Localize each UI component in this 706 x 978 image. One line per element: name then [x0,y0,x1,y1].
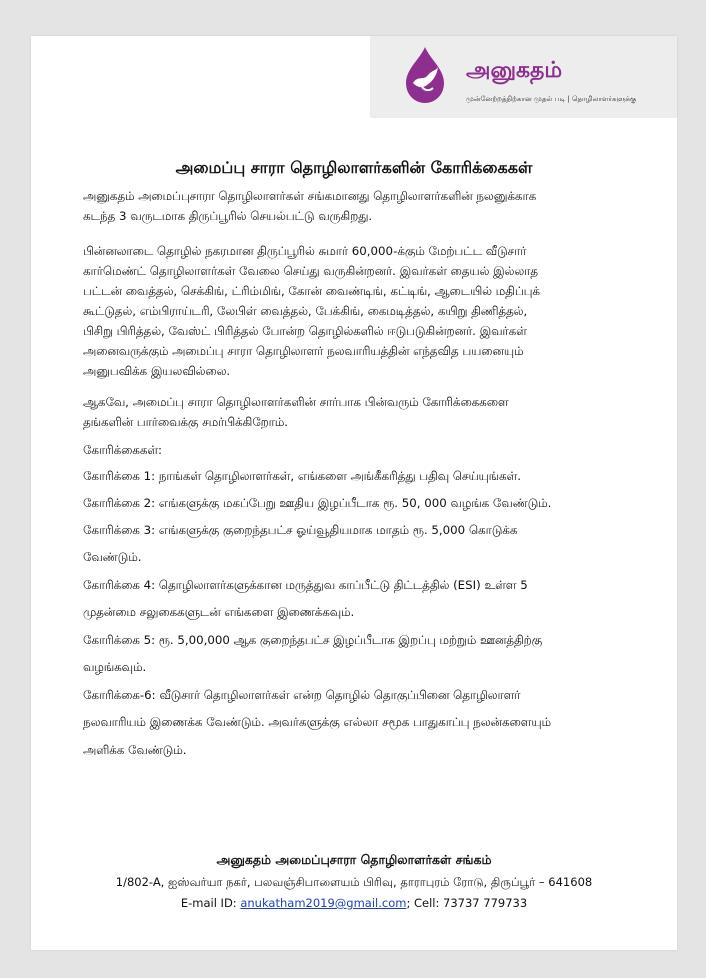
demand-line: வேண்டும். [83,550,142,564]
address: 1/802-A, ஐஸ்வர்யா நகர், பலவஞ்சிபாளையம் பிரிவு, தாராபுரம் ரோடு, திருப்பூர் – 641608 [115,875,593,889]
email-link[interactable]: anukatham2019@gmail.com [240,896,407,910]
demand-line: முதன்மை சலுகைகளுடன் எங்களை இணைக்கவும். [83,605,355,619]
logo-tagline: முன்னேற்றத்திற்கான முதல் படி | தொழிலாளர்களுக்கு [466,95,637,103]
cell-number: ; Cell: 73737 779733 [406,896,528,910]
email-label: E-mail ID: [180,896,241,910]
page-title: அமைப்பு சாரா தொழிலாளர்களின் கோரிக்கைகள் [175,158,533,177]
demand-line: கோரிக்கை-6: வீடுசார் தொழிலாளர்கள் என்ற தொழில் தொகுப்பினை தொழிலாளர் [83,688,521,702]
demand-line: அளிக்க வேண்டும். [83,743,187,757]
logo-title: அனுகதம் [466,58,563,83]
demand-line: வழங்கவும். [83,660,147,674]
organization-name: அனுகதம் அமைப்புசாரா தொழிலாளர்கள் சங்கம் [216,852,492,867]
workers-paragraph: பின்னலாடை தொழில் நகரமான திருப்பூரில் சுமார் 60,000-க்கும் மேற்பட்ட வீடுசார் கார்மெண்ட் தொழிலாளர்கள் வேலை செய்து வருகின்றனர். இவர்கள் தையல் இல்லாத பட்டன் வைத்தல், செக்கிங், ட்ரிம்மிங், கோன் வைண்டிங், கட்டிங், ஆடையில் மதிப்புக் கூட்டுதல், எம்பிராய்டரி, லேபிள் வைத்தல், பேக்கிங், கைமடித்தல், கயிறு திணித்தல், பிசிறு பிரித்தல், வேஸ்ட் பிரித்தல் போன்ற தொழில்களில் ஈடுபடுகின்றனர். இவர்கள் அனைவருக்கும் அமைப்பு சாரா தொழிலாளர் நலவாரியத்தின் எந்தவித பயனையும் அனுபவிக்க இயலவில்லை. [83,244,540,378]
demand-line: கோரிக்கை 2: எங்களுக்கு மகப்பேறு ஊதிய இழப்பீடாக ரூ. 50, 000 வழங்க வேண்டும். [83,496,552,510]
document-page [31,36,677,950]
demand-line: நலவாரியம் இணைக்க வேண்டும். அவர்களுக்கு எல்லா சமூக பாதுகாப்பு நலன்களையும் [83,715,551,729]
demand-line: கோரிக்கை 4: தொழிலாளர்களுக்கான மருத்துவ காப்பீட்டு திட்டத்தில் (ESI) உள்ள 5 [83,578,528,592]
logo-banner [370,36,677,118]
demand-line: கோரிக்கை 3: எங்களுக்கு குறைந்தபட்ச ஓய்வூதியமாக மாதம் ரூ. 5,000 கொடுக்க [83,523,518,537]
intro-paragraph: அனுகதம் அமைப்புசாரா தொழிலாளர்கள் சங்கமானது தொழிலாளர்களின் நலனுக்காக கடந்த 3 வருடமாக திருப்பூரில் செயல்பட்டு வருகிறது. [83,189,537,223]
demands-label: கோரிக்கைகள்: [83,443,162,457]
demand-line: கோரிக்கை 5: ரூ. 5,00,000 ஆக குறைந்தபட்ச இழப்பீடாக இறப்பு மற்றும் ஊனத்திற்கு [83,633,543,647]
demand-line: கோரிக்கை 1: நாங்கள் தொழிலாளர்கள், எங்களை அங்கீகரித்து பதிவு செய்யுங்கள். [83,469,521,483]
contact-line [31,896,677,910]
logo-dove-icon [400,45,450,105]
submission-paragraph: ஆகவே, அமைப்பு சாரா தொழிலாளர்களின் சார்பாக பின்வரும் கோரிக்கைகளை தங்களின் பார்வைக்கு சமர்பிக்கிறோம். [83,395,509,429]
